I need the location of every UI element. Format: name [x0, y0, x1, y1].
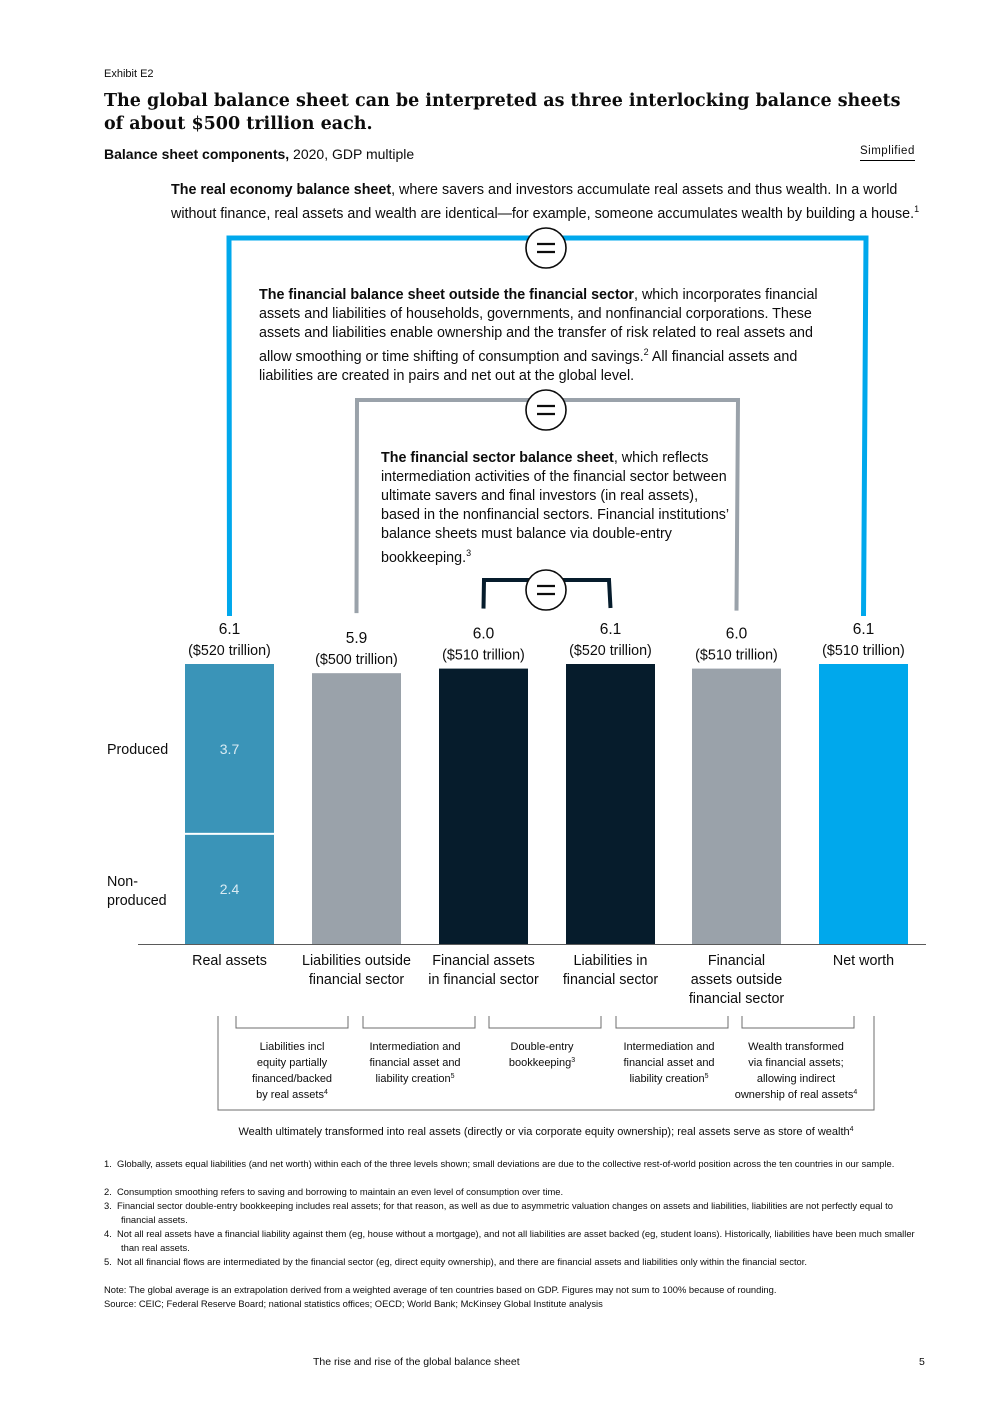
bar-trillion-label: ($500 trillion)	[315, 652, 398, 669]
segment-value-label: 3.7	[219, 740, 240, 757]
bracket-line	[616, 1016, 728, 1028]
footnote-ref: 4	[323, 1089, 328, 1096]
bracket-text: financial asset and	[623, 1057, 715, 1069]
footnote-ref: 4	[853, 1089, 858, 1096]
page-number: 5	[919, 1356, 925, 1368]
bar-value-label: 6.0	[472, 625, 495, 643]
footer-title: The rise and rise of the global balance sheet	[313, 1356, 520, 1368]
bar-value-label: 6.0	[725, 625, 748, 643]
category-label: Net worth	[832, 953, 895, 969]
bracket-text: financial asset and	[369, 1057, 461, 1069]
footnote-text: 2. Consumption smoothing refers to saving and borrowing to maintain an even level of consumption over time.	[104, 1186, 564, 1197]
category-label: financial sector	[688, 991, 785, 1007]
bracket-text: liability creation$^5$	[375, 1073, 455, 1085]
category-label: Liabilities outside	[302, 953, 411, 969]
footnote-text: 5. Not all financial flows are intermediated by the financial sector (eg, direct equity ownership), and there are financial assets and liabilities only within the financial sector.	[104, 1256, 807, 1267]
bracket-text: bookkeeping$^3$	[508, 1057, 576, 1069]
category-label: Real assets	[192, 953, 267, 969]
equals-icon	[526, 570, 566, 610]
bar	[692, 669, 781, 944]
footnote	[104, 1227, 926, 1255]
footnote-text: 3. Financial sector double-entry bookkeeping includes real assets; for that reason, as well as due to asymmetric valuation changes on assets and liabilities, liabilities are not perfectly equal to financial assets.	[104, 1200, 893, 1225]
bracket-text: Intermediation and	[369, 1041, 461, 1053]
bracket-text: allowing indirect	[756, 1073, 836, 1085]
bracket-text: ownership of real assets$^4$	[734, 1089, 858, 1101]
bar-value-label: 5.9	[345, 630, 368, 648]
produced-label: Produced	[107, 742, 169, 758]
bracket-line	[236, 1016, 348, 1028]
footnote-ref: 5	[450, 1073, 455, 1080]
footnote-ref: 5	[704, 1073, 709, 1080]
financial-sector-heading: The financial sector balance sheet	[381, 450, 614, 466]
bracket-text: Liabilities incl	[259, 1041, 325, 1053]
equals-icon	[526, 228, 566, 268]
bracket-text: equity partially	[256, 1057, 328, 1069]
bracket-text: Intermediation and	[623, 1041, 715, 1053]
chart-source: Source: CEIC; Federal Reserve Board; national statistics offices; OECD; World Bank; McKinsey Global Institute analysis	[104, 1298, 603, 1309]
bar-trillion-label: ($510 trillion)	[822, 643, 905, 659]
category-label: Financial assets	[432, 953, 535, 969]
exhibit-label: Exhibit E2	[104, 68, 154, 80]
chart-note: Note: The global average is an extrapolation derived from a weighted average of ten countries based on GDP. Figures may not sum to 100% because of rounding.	[104, 1284, 777, 1295]
category-label: Liabilities in	[573, 953, 648, 969]
bracket-text: Double-entry	[510, 1041, 574, 1053]
bracket-line	[742, 1016, 854, 1028]
category-label: financial sector	[562, 972, 659, 988]
footnote-ref: 2	[643, 347, 649, 357]
category-label: Financial	[707, 953, 766, 969]
footnote	[104, 1185, 926, 1199]
page-title: The global balance sheet can be interpreted as three interlocking balance sheets of about $500 trillion each.	[104, 91, 901, 134]
bracket-text: via financial assets;	[748, 1057, 844, 1069]
subtitle-bold: Balance sheet components,	[104, 146, 290, 162]
bracket-text: financed/backed	[251, 1073, 333, 1085]
bracket-text: liability creation$^5$	[629, 1073, 709, 1085]
footnote-text: 4. Not all real assets have a financial liability against them (eg, house without a mortgage), and not all liabilities are asset backed (eg, student loans). Historically, liabilities have been much smaller than real assets.	[104, 1228, 915, 1253]
bracket-text: by real assets$^4$	[256, 1089, 328, 1101]
category-label: financial sector	[308, 972, 405, 988]
nonproduced-label: Non-	[107, 874, 138, 890]
bracket-text: Wealth transformed	[748, 1041, 844, 1053]
footnote	[104, 1199, 926, 1227]
footnote-ref: 1	[914, 204, 920, 214]
bar	[566, 664, 655, 944]
bracket-line	[489, 1016, 601, 1028]
financial-sector-text: , which reflects intermediation activities of the financial sector between ultimate savers and final investors (in real assets), based in the nonfinancial sectors. Financial institutions’ balance sheets must balance via double-entry bookkeeping.	[381, 450, 729, 566]
subtitle-rest: 2020, GDP multiple	[289, 146, 415, 162]
bar-value-label: 6.1	[852, 621, 875, 638]
financial-outside-text: , which incorporates financial assets and liabilities of households, governments, and nonfinancial corporations. These assets and liabilities enable ownership and the transfer of risk related to real assets and allow smoothing or time shifting of consumption and savings.	[259, 287, 818, 365]
bracket-line	[363, 1016, 475, 1028]
outer-bracket-text: Wealth ultimately transformed into real assets (directly or via corporate equity ownership); real assets serve as store of wealth$^4$	[238, 1126, 854, 1138]
footnote	[104, 1255, 926, 1269]
bar-value-label: 6.1	[599, 621, 622, 638]
simplified-tag: Simplified	[860, 145, 915, 161]
bar-trillion-label: ($510 trillion)	[442, 647, 525, 664]
real-economy-heading: The real economy balance sheet	[171, 182, 392, 198]
real-economy-text: , where savers and investors accumulate real assets and thus wealth. In a world without finance, real assets and wealth are identical—for example, someone accumulates wealth by building a house.	[171, 182, 915, 222]
bar	[312, 673, 401, 944]
equals-icon	[526, 390, 566, 430]
footnote-text: 1. Globally, assets equal liabilities (and net worth) within each of the three levels shown; small deviations are due to the collective rest-of-world position across the ten countries in our sample.	[104, 1158, 895, 1169]
bar	[439, 669, 528, 944]
bar-value-label: 6.1	[218, 621, 241, 638]
segment-value-label: 2.4	[219, 880, 240, 897]
financial-outside-text-2: All financial assets and liabilities are created in pairs and net out at the global level.	[259, 348, 798, 384]
category-label: assets outside	[690, 972, 783, 988]
footnote-ref: 4	[849, 1126, 854, 1133]
footnote-ref: 3	[466, 548, 472, 558]
bar-trillion-label: ($520 trillion)	[188, 643, 271, 659]
bar-trillion-label: ($520 trillion)	[569, 643, 652, 659]
bar	[819, 664, 908, 944]
footnote-ref: 3	[571, 1057, 576, 1064]
financial-outside-heading: The financial balance sheet outside the financial sector	[259, 287, 635, 303]
nonproduced-label: produced	[107, 893, 167, 909]
footnote	[104, 1157, 926, 1171]
bar-trillion-label: ($510 trillion)	[695, 647, 778, 664]
category-label: in financial sector	[428, 972, 539, 988]
